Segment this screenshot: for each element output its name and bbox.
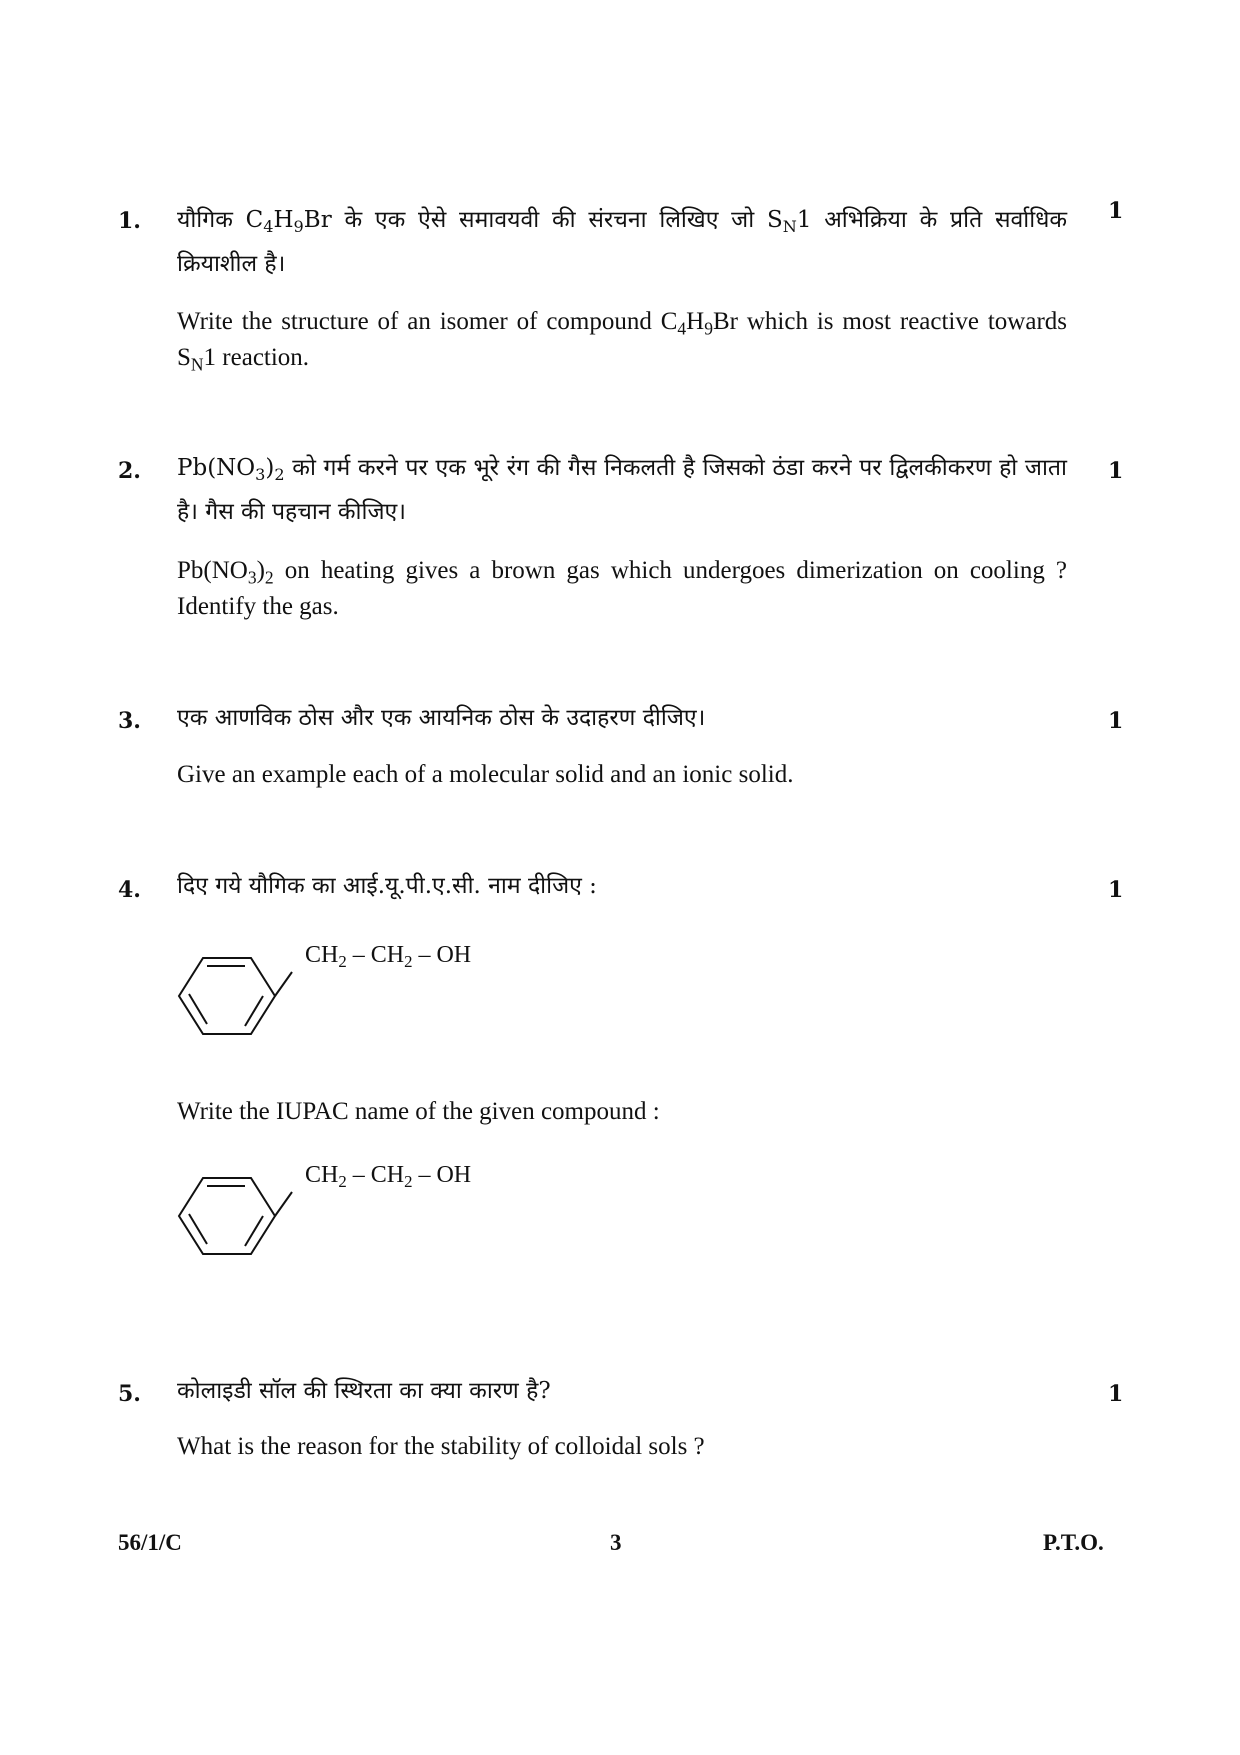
chemical-formula: $CH_2 - CH_2$ – OH [305,1162,472,1192]
please-turn-over: P.T.O. [1043,1530,1104,1555]
question-number: 3. [118,708,141,734]
question-text-hindi: कोलाइडी सॉल की स्थिरता का क्या कारण है? [177,1378,551,1404]
question-text-hindi: यौगिक $C_4H_9Br$ के एक ऐसे समावयवी की संरचना लिखिए जो $S_N1$ अभिक्रिया के प्रति सर्वाधिक क्रियाशील है। [177,207,1068,277]
question-number: 4. [118,877,141,903]
question-marks: 1 [1108,708,1124,734]
chemical-structure-hindi [177,942,507,1052]
chemical-structure-english [177,1162,507,1272]
question-text-english: Write the IUPAC name of the given compound : [177,1098,660,1125]
question-marks: 1 [1108,458,1124,484]
question-number: 1. [118,208,141,234]
question-text-english: What is the reason for the stability of colloidal sols ? [177,1433,705,1460]
question-number: 5. [118,1381,141,1407]
question-marks: 1 [1108,198,1124,224]
paper-code: 56/1/C [118,1530,182,1555]
question-text-english: $Pb(NO_3)_2$ on heating gives a brown gas which undergoes dimerization on cooling ? Identify the gas. [177,557,1067,620]
question-number: 2. [118,458,141,484]
question-text-english: Give an example each of a molecular solid and an ionic solid. [177,761,794,788]
question-marks: 1 [1108,1381,1124,1407]
page-number: 3 [610,1530,622,1555]
chemical-formula: $CH_2 - CH_2$ – OH [305,942,472,972]
question-text-hindi: $Pb(NO_3)_2$ को गर्म करने पर एक भूरे रंग की गैस निकलती है जिसको ठंडा करने पर द्विलकीकरण हो जाता है। गैस की पहचान कीजिए। [177,455,1067,525]
question-text-hindi: दिए गये यौगिक का आई.यू.पी.ए.सी. नाम दीजिए : [177,873,597,899]
question-text-english: Write the structure of an isomer of compound $C_4H_9Br$ which is most reactive towards $S_N1$ reaction. [177,308,1067,375]
question-text-hindi: एक आणविक ठोस और एक आयनिक ठोस के उदाहरण दीजिए। [177,705,706,731]
question-marks: 1 [1108,877,1124,903]
